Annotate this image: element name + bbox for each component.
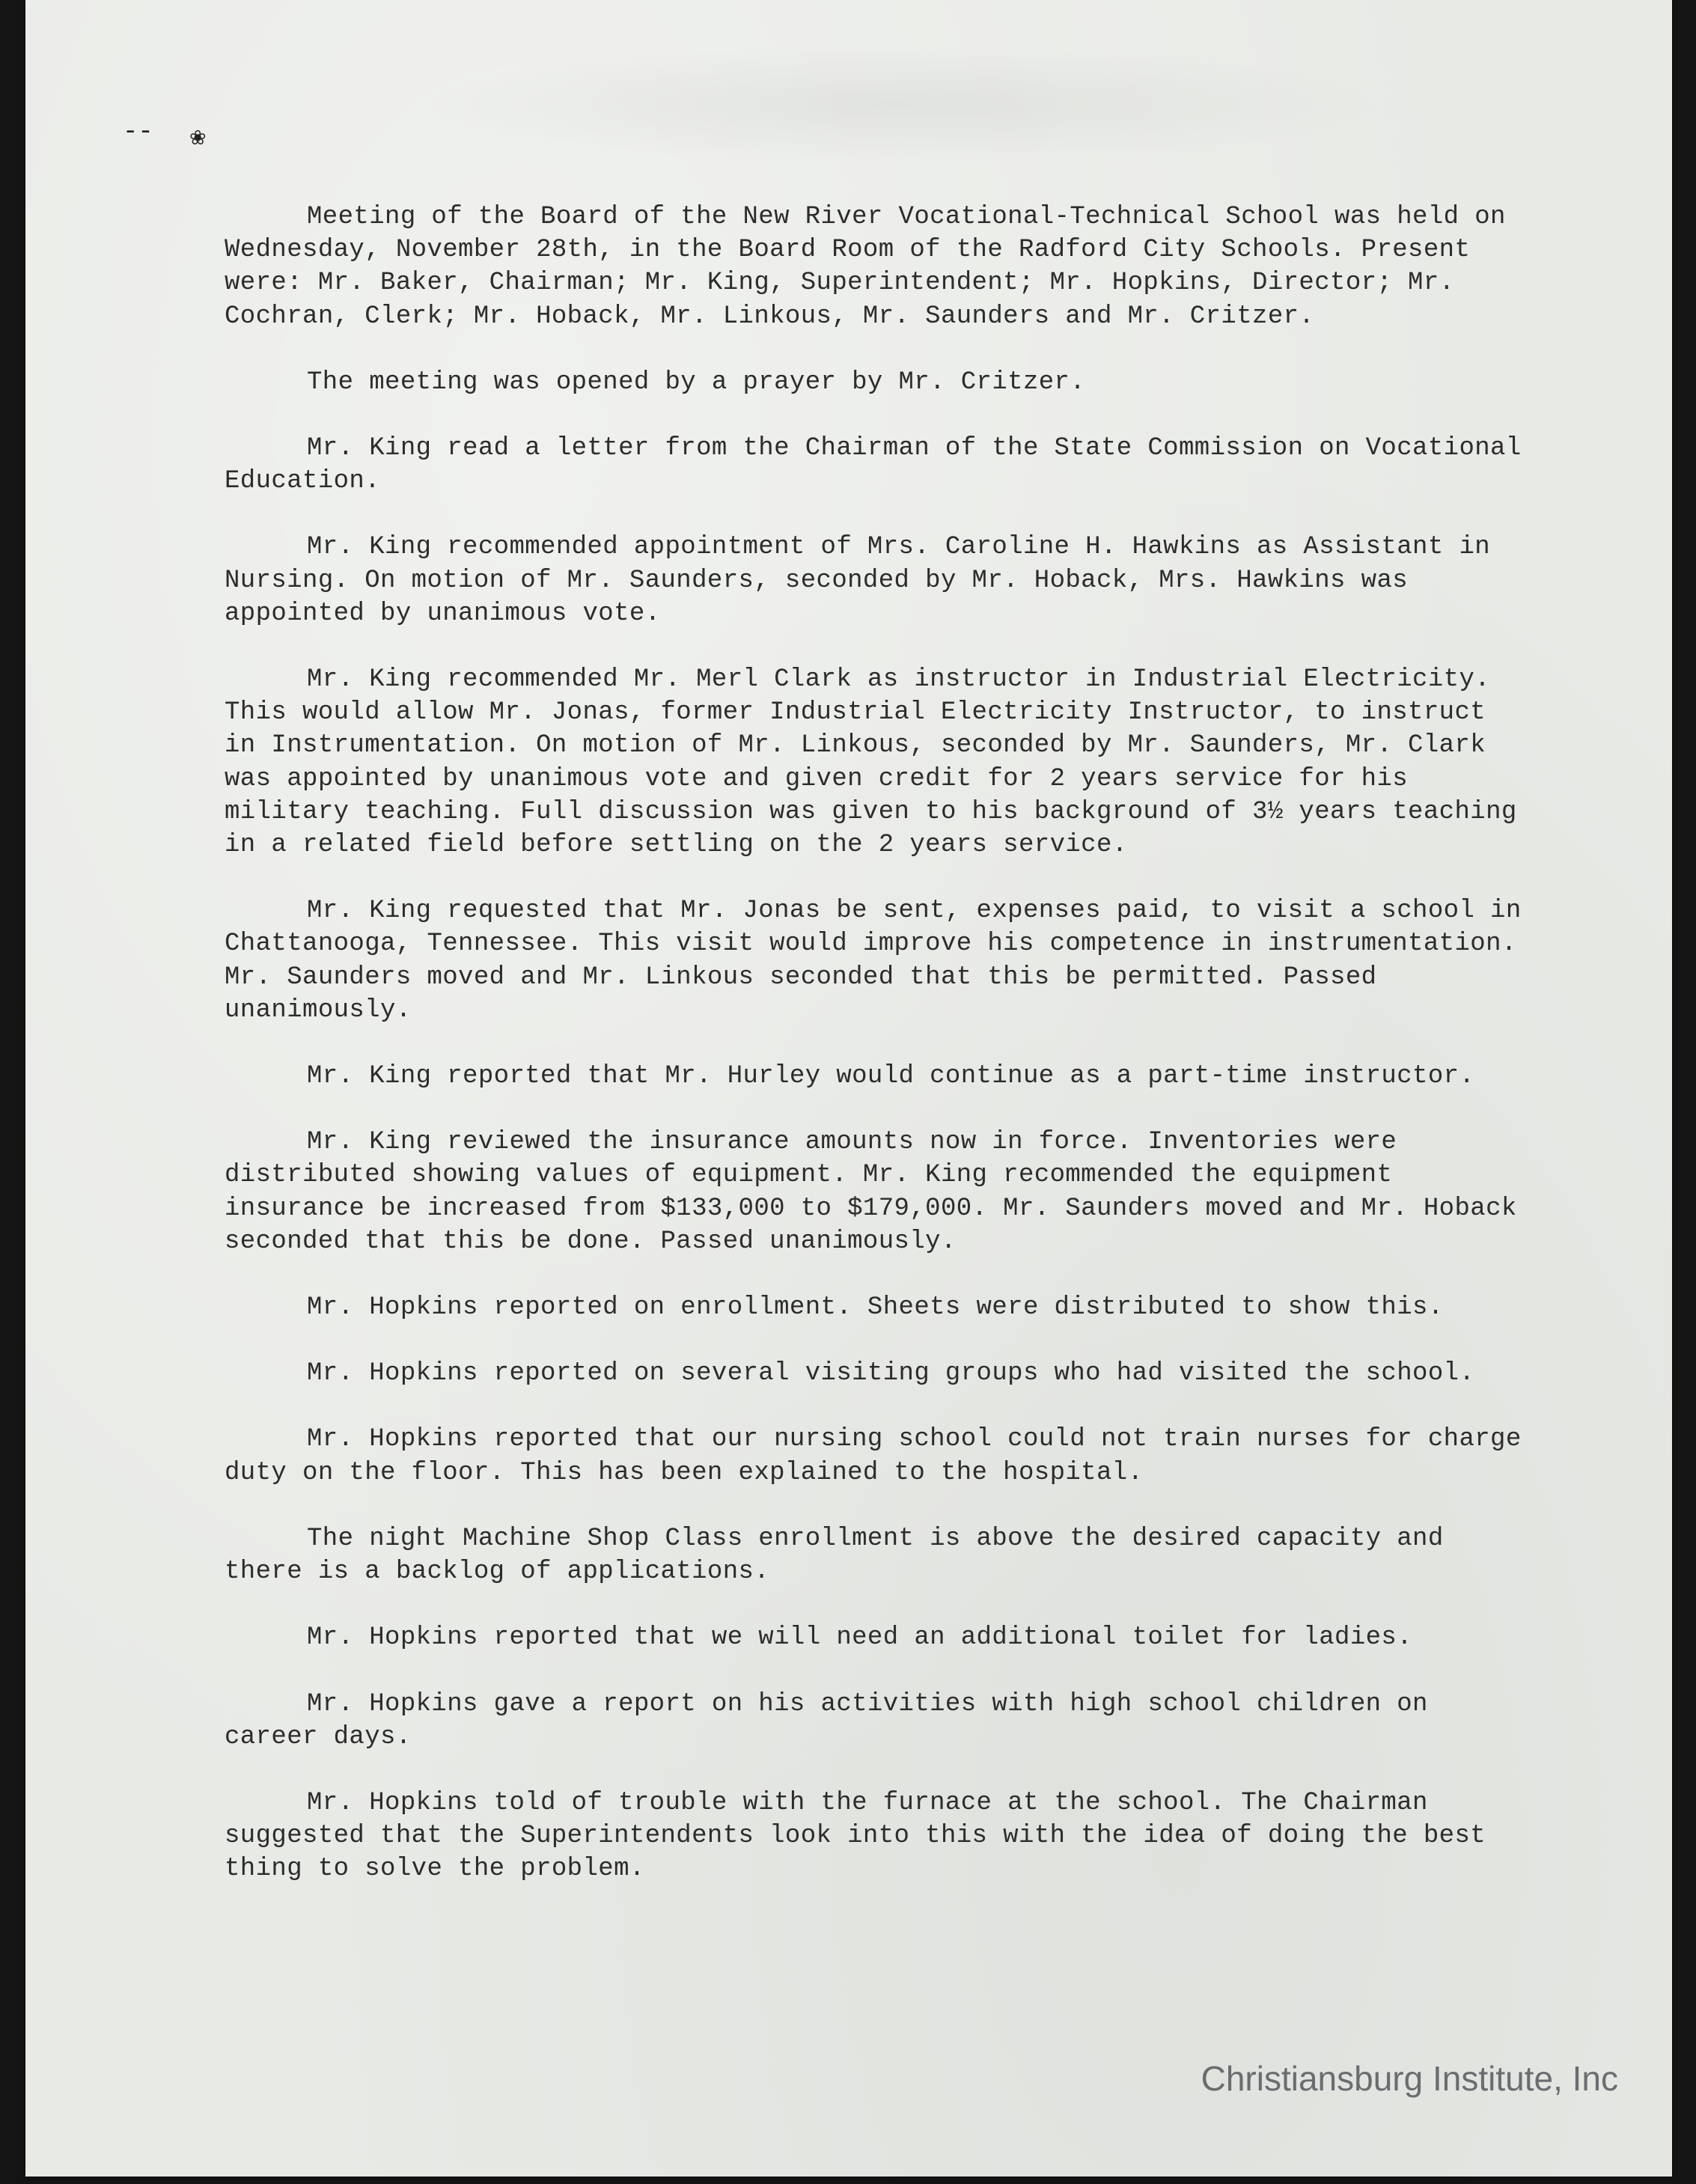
- minutes-body: [225, 201, 1527, 1919]
- paragraph-enrollment: Mr. Hopkins reported on enrollment. Sheets were distributed to show this.: [307, 1293, 1444, 1323]
- paragraph-furnace: Mr. Hopkins told of trouble with the furnace at the school. The Chairman suggested that the Superintendents look into this with the idea of doing the best thing to solve the problem.: [225, 1788, 1486, 1884]
- show-through-shadow: [415, 45, 1388, 165]
- paragraph-hurley: Mr. King reported that Mr. Hurley would continue as a part-time instructor.: [307, 1062, 1475, 1091]
- paragraph-clark-appointment: Mr. King recommended Mr. Merl Clark as instructor in Industrial Electricity. This would allow Mr. Jonas, former Industrial Electricity Instructor, to instruct in Instrumentation. On motion of Mr. Linkous, seconded by Mr. Saunders, Mr. Clark was appointed by unanimous vote and given credit for 2 years service for his military teaching. Full discussion was given to his background of 3½ years teaching in a related field before settling on the 2 years service.: [225, 665, 1517, 860]
- paragraph-jonas-visit: Mr. King requested that Mr. Jonas be sent, expenses paid, to visit a school in Chattanooga, Tennessee. This visit would improve his competence in instrumentation. Mr. Saunders moved and Mr. Linkous seconded that this be permitted. Passed unanimously.: [225, 897, 1522, 1025]
- paragraph-insurance: Mr. King reviewed the insurance amounts now in force. Inventories were distributed showing values of equipment. Mr. King recommended the equipment insurance be increased from $133,000 to $179,000. Mr. Saunders moved and Mr. Hoback seconded that this be done. Passed unanimously.: [225, 1128, 1517, 1256]
- paragraph-letter: Mr. King read a letter from the Chairman of the State Commission on Vocational Education.: [225, 434, 1522, 496]
- paragraph-machine-shop: The night Machine Shop Class enrollment is above the desired capacity and there is a backlog of applications.: [225, 1524, 1444, 1587]
- paragraph-career-days: Mr. Hopkins gave a report on his activities with high school children on career days.: [225, 1689, 1428, 1751]
- paragraph-prayer: The meeting was opened by a prayer by Mr. Critzer.: [307, 367, 1086, 397]
- paragraph-meeting-intro: Meeting of the Board of the New River Vocational-Technical School was held on Wednesday, November 28th, in the Board Room of the Radford City Schools. Present were: Mr. Baker, Chairman; Mr. King, Superintendent; Mr. Hopkins, Director; Mr. Cochran, Clerk; Mr. Hoback, Mr. Linkous, Mr. Saunders and Mr. Critzer.: [225, 203, 1506, 331]
- paragraph-visiting-groups: Mr. Hopkins reported on several visiting groups who had visited the school.: [307, 1359, 1475, 1388]
- tick-mark-icon: ❀: [190, 124, 206, 153]
- pencil-mark: --: [123, 118, 153, 147]
- paragraph-toilet: Mr. Hopkins reported that we will need an additional toilet for ladies.: [307, 1623, 1413, 1653]
- watermark: Christiansburg Institute, Inc: [1201, 2059, 1618, 2098]
- paragraph-hawkins-appointment: Mr. King recommended appointment of Mrs. Caroline H. Hawkins as Assistant in Nursing. On motion of Mr. Saunders, seconded by Mr. Hoback, Mrs. Hawkins was appointed by unanimous vote.: [225, 533, 1491, 628]
- paragraph-nursing-school: Mr. Hopkins reported that our nursing school could not train nurses for charge duty on the floor. This has been explained to the hospital.: [225, 1425, 1522, 1487]
